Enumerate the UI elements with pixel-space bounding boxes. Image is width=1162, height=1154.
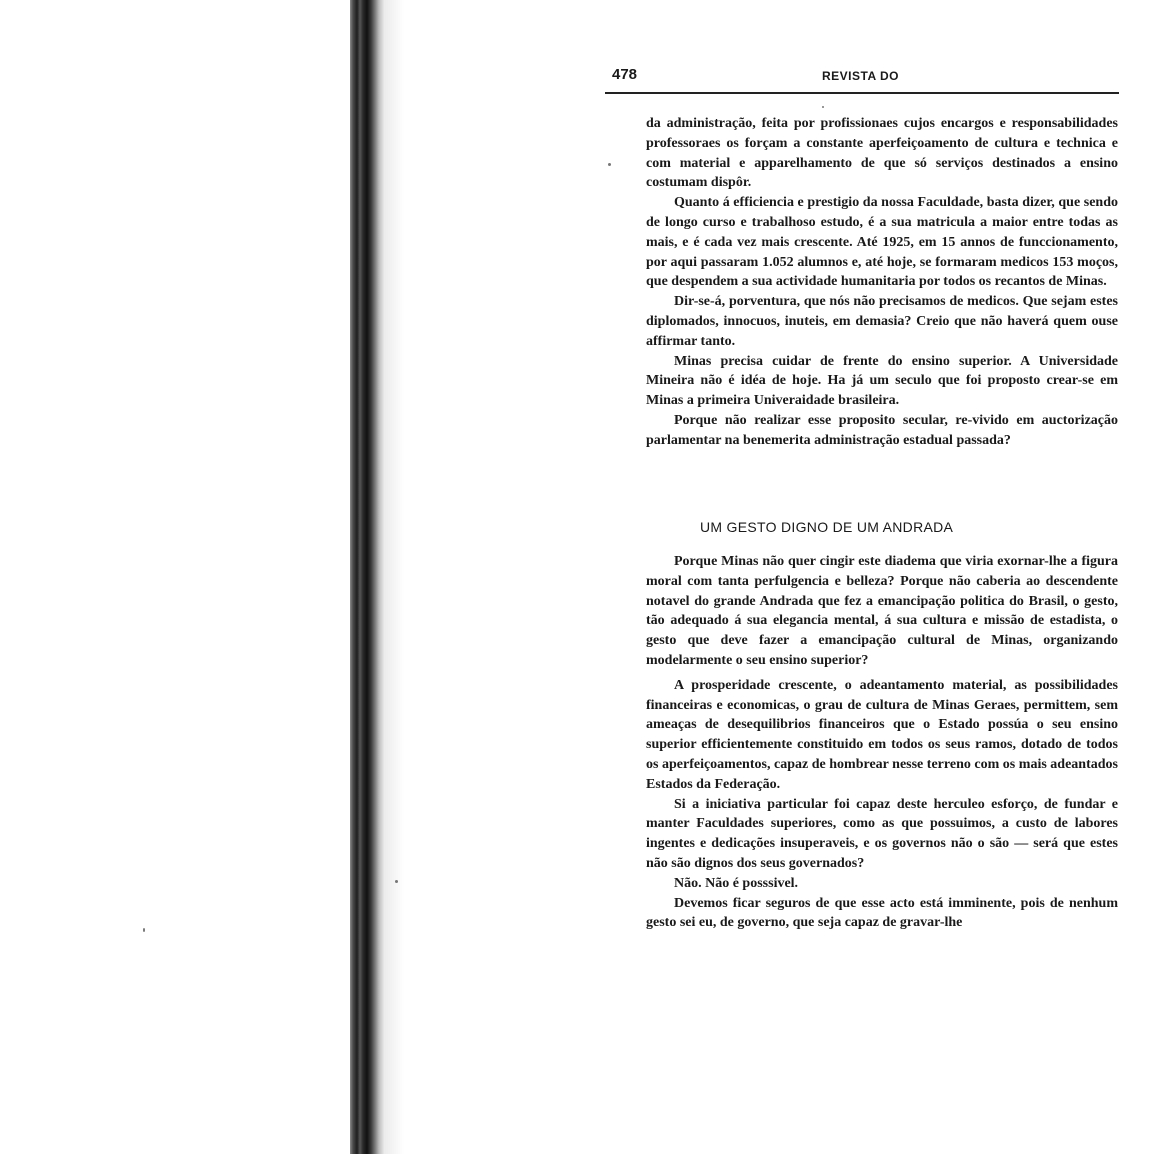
book-gutter <box>350 0 384 1154</box>
running-head: REVISTA DO <box>822 69 900 83</box>
paragraph: Si a iniciativa particular foi capaz deste herculeo esforço, de fundar e manter Faculdades superiores, como as que possuimos, a custo de labores ingentes e dedicações insuperaveis, e os governos não o são — será que estes não são dignos dos seus governados? <box>646 796 1118 871</box>
paragraph: Porque Minas não quer cingir este diadema que viria exornar-lhe a figura moral com tanta perfulgencia e belleza? Porque não caberia ao descendente notavel do grande Andrada que fez a emancipação politica do Brasil, o gesto, tão adequado á sua elegancia mental, á sua cultura e missão de estadista, o gesto que deve fazer a emancipação cultural de Minas, organizando modelarmente o seu ensino superior? <box>646 554 1118 668</box>
gutter-shadow <box>384 0 404 1154</box>
paper-speck <box>822 106 824 108</box>
paragraph: Minas precisa cuidar de frente do ensino superior. A Universidade Mineira não é idéa de hoje. Ha já um seculo que foi proposto crear-se em Minas a primeira Univeraidade brasileira. <box>646 353 1118 409</box>
paragraph: Devemos ficar seguros de que esse acto está imminente, pois de nenhum gesto sei eu, de governo, que seja capaz de gravar-lhe <box>646 895 1118 931</box>
paper-speck <box>395 880 398 883</box>
paragraph: Dir-se-á, porventura, que nós não precisamos de medicos. Que sejam estes diplomados, innocuos, inuteis, em demasia? Creio que não haverá quem ouse affirmar tanto. <box>646 294 1118 349</box>
text-block-bottom <box>646 552 1118 933</box>
paragraph: A prosperidade crescente, o adeantamento material, as possibilidades financeiras e economicas, o grau de cultura de Minas Geraes, permittem, sem ameaças de desequilibrios financeiros que o Estado possúa o seu ensino superior efficientemente constituido em todos os seus ramos, dotado de todos os aperfeiçoamentos, capaz de hombrear nesse terreno com os mais adeantados Estados da Federação. <box>646 677 1118 792</box>
paragraph: Quanto á efficiencia e prestigio da nossa Faculdade, basta dizer, que sendo de longo curso e trabalhoso estudo, é a sua matricula a maior entre todas as mais, e é cada vez mais crescente. Até 1925, em 15 annos de funccionamento, por aqui passaram 1.052 alumnos e, até hoje, se formaram medicos 153 moços, que despendem a sua actividade humanitaria por todos os recantos de Minas. <box>646 195 1118 290</box>
paragraph: Porque não realizar esse proposito secular, re-vivido em auctorização parlamentar na benemerita administração estadual passada? <box>646 412 1118 448</box>
text-block-top <box>646 114 1118 451</box>
paper-speck <box>608 163 611 166</box>
paragraph: da administração, feita por profissionaes cujos encargos e responsabilidades professoraes os forçam a constante aperfeiçoamento de cultura e technica e com material e apparelhamento de que só serviços destinados a ensino costumam dispôr. <box>646 116 1118 191</box>
paragraph: Não. Não é posssivel. <box>674 875 799 891</box>
page-header <box>612 66 1120 90</box>
paper-speck <box>143 928 145 932</box>
section-title: UM GESTO DIGNO DE UM ANDRADA <box>700 519 954 535</box>
header-rule <box>605 92 1119 94</box>
page-number: 478 <box>612 66 638 83</box>
